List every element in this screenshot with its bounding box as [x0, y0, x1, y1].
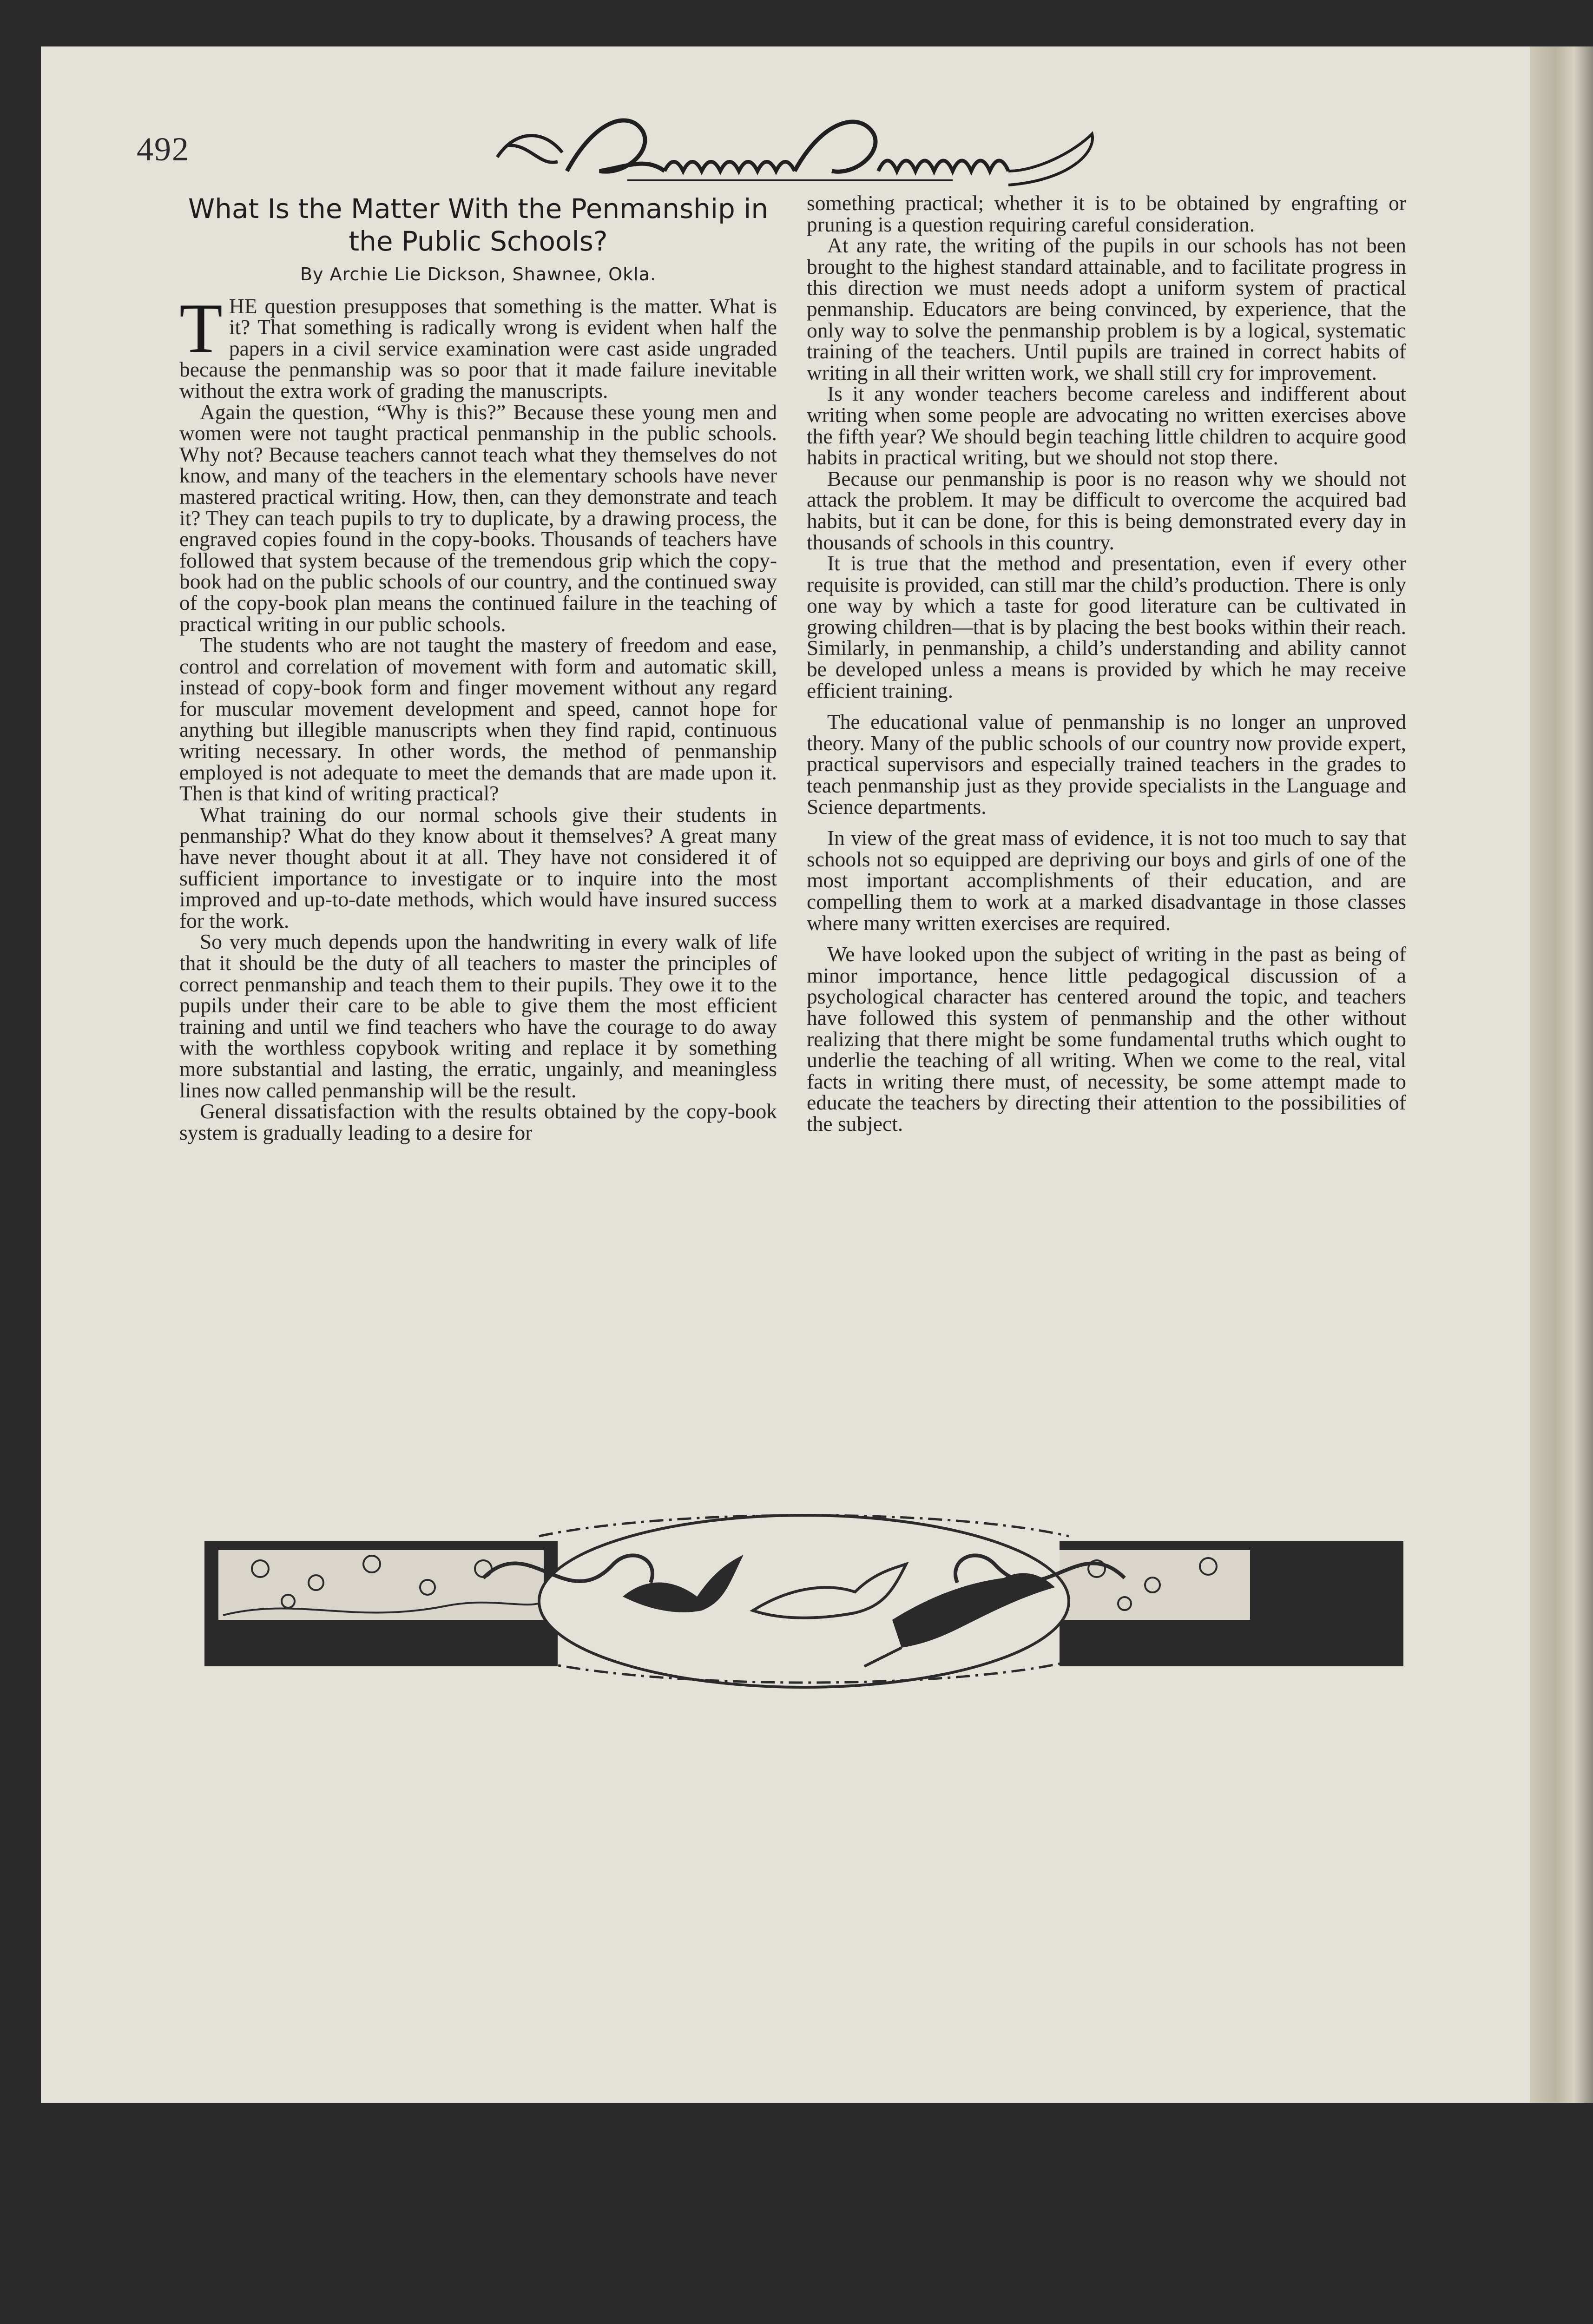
masthead-script-logo [488, 101, 1101, 194]
paragraph-1-text: HE question presupposes that something is the matter. What is it? That something is radically wrong is evident when half the papers in a civil service examination were cast aside ungraded because the penmanship was so poor that it made failure inevitable without the extra work of grading the manuscripts. [179, 294, 777, 403]
left-column [179, 192, 777, 1143]
paragraph-14: We have looked upon the subject of writing in the past as being of minor importance, hence little pedagogical discussion of a psychological character has centered around the topic, and teachers have followed this system of penmanship and the other without realizing that there might be some fundamental truths which ought to underlie the teaching of all writing. When we come to the real, vital facts in writing there must, of necessity, be some attempt made to educate the teachers by directing their attention to the possibilities of the subject. [807, 942, 1406, 1136]
birds-ornament-art [204, 1504, 1403, 1699]
paragraph-1 [179, 289, 777, 403]
article-title: What Is the Matter With the Penmanship in the Public Schools? [188, 193, 769, 257]
drop-cap: T [179, 289, 223, 367]
paragraph-5: So very much depends upon the handwriting in every walk of life that it should be the duty of all teachers to master the principles of correct penmanship and teach them to their pupils. They owe it to the pupils under their care to be able to give them the most efficient training and until we find teachers who have the courage to do away with the worthless copybook writing and replace it by something more substantial and lasting, the erratic, ungainly, and meaningless lines now called penmanship will be the result. [179, 930, 777, 1102]
paragraph-6: General dissatisfaction with the results obtained by the copy-book system is gradually leading to a desire for [179, 1099, 777, 1144]
decorative-illustration [204, 1504, 1403, 1699]
right-column [807, 192, 1406, 1135]
paragraph-3: The students who are not taught the mastery of freedom and ease, control and correlation of movement with form and automatic skill, instead of copy-book form and finger movement without any regard for muscular movement development and speed, cannot hope for anything but illegible manuscripts when they find rapid, continuous writing necessary. In other words, the method of penmanship employed is not adequate to meet the demands that are made upon it. Then is that kind of writing practical? [179, 633, 777, 805]
paragraph-13: In view of the great mass of evidence, it is not too much to say that schools not so equipped are depriving our boys and girls of one of the most important accomplishments of their education, and are compelling them to work at a marked disadvantage in those classes where many written exercises are required. [807, 826, 1406, 935]
paragraph-8: At any rate, the writing of the pupils in our schools has not been brought to the highest standard attainable, and to facilitate progress in this direction we must needs adopt a uniform system of practical penmanship. Educators are being convinced, by experience, that the only way to solve the penmanship problem is by a logical, systematic training of the teachers. Until pupils are trained in correct habits of writing in all their written work, we shall still cry for improvement. [807, 233, 1406, 384]
paragraph-10: Because our penmanship is poor is no reason why we should not attack the problem. It may be difficult to overcome the acquired bad habits, but it can be done, for this is being demonstrated every day in thousands of schools in this country. [807, 466, 1406, 554]
paragraph-11: It is true that the method and presentation, even if every other requisite is provided, can still mar the child’s production. There is only one way by which a taste for good literature can be cultivated in growing children—that is by placing the best books within their reach. Similarly, in penmanship, a child’s understanding and ability cannot be developed unless a means is provided by which he may receive efficient training. [807, 551, 1406, 702]
article-byline: By Archie Lie Dickson, Shawnee, Okla. [300, 264, 656, 284]
paragraph-2: Again the question, “Why is this?” Because these young men and women were not taught practical penmanship in the public schools. Why not? Because teachers cannot teach what they themselves do not know, and many of the teachers in the elementary schools have never mastered practical writing. How, then, can they demonstrate and teach it? They can teach pupils to try to duplicate, by a drawing process, the engraved copies found in the copy-books. Thousands of teachers have followed that system because of the tremendous grip which the copy-book had on the public schools of our country, and the continued sway of the copy-book plan means the continued failure in the teaching of practical writing in our public schools. [179, 400, 777, 636]
paragraph-7: something practical; whether it is to be obtained by engrafting or pruning is a question requiring careful consideration. [807, 191, 1406, 236]
masthead-logo [488, 101, 1101, 194]
paragraph-4: What training do our normal schools give their students in penmanship? What do they know about it themselves? A great many have never thought about it at all. They have not considered it of sufficient importance to investigate or to inquire into the most improved and up-to-date methods, which would have insured success for the work. [179, 802, 777, 932]
page-number: 492 [137, 131, 190, 168]
next-page-edge [1530, 46, 1593, 2103]
paragraph-9: Is it any wonder teachers become careless and indifferent about writing when some people are advocating no written exercises above the fifth year? We should begin teaching little children to acquire good habits in practical writing, but we should not stop there. [807, 382, 1406, 469]
paragraph-12: The educational value of penmanship is no longer an unproved theory. Many of the public schools of our country now provide expert, practical supervisors and especially trained teachers in the grades to teach penmanship just as they provide specialists in the Language and Science departments. [807, 710, 1406, 819]
